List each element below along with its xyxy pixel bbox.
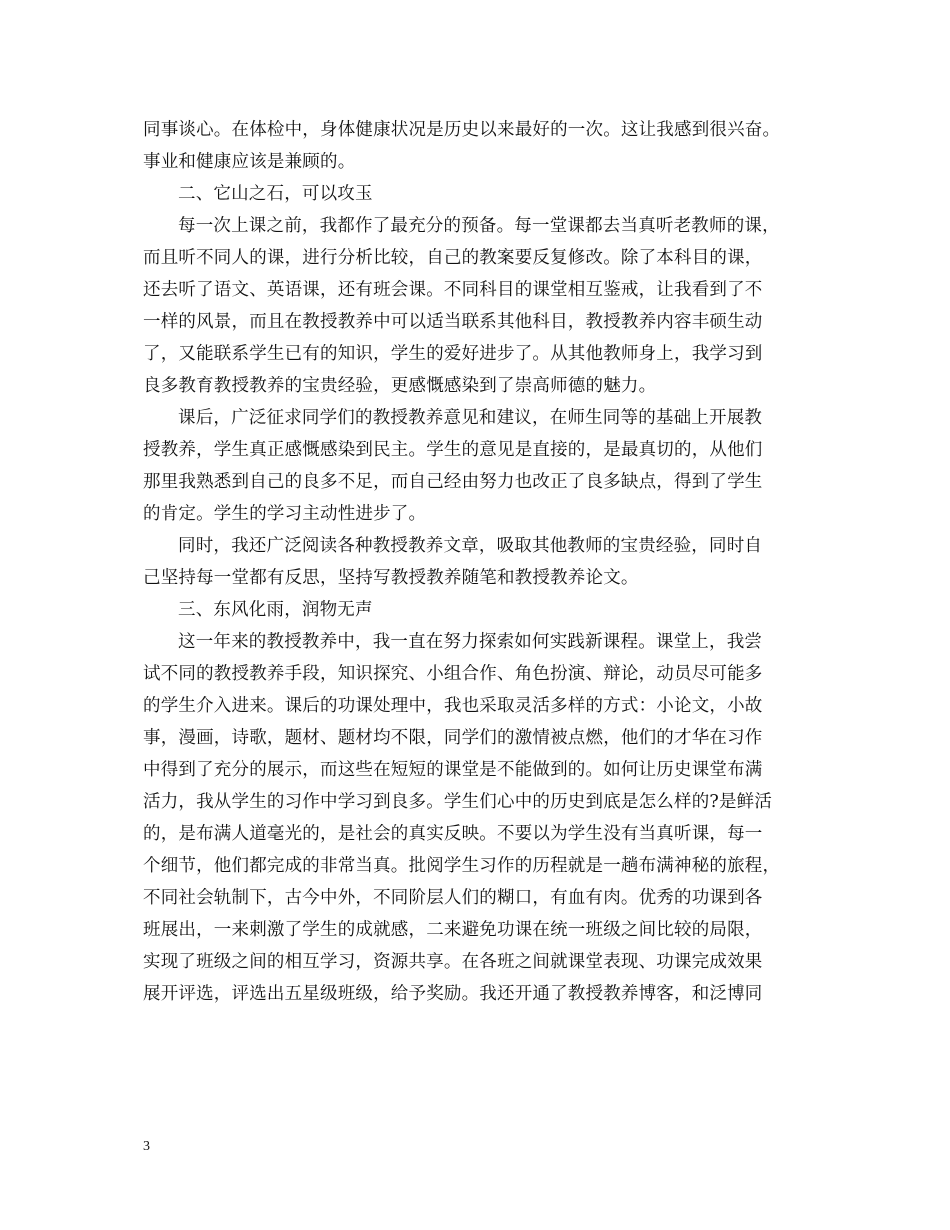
- text-line: 己坚持每一堂都有反思，坚持写教授教养随笔和教授教养论文。: [143, 568, 639, 588]
- section-heading: 二、它山之石，可以攻玉: [178, 184, 373, 204]
- text-line: 展开评选，评选出五星级班级，给予奖励。我还开通了教授教养博客，和泛博同: [143, 984, 763, 1004]
- text-line: 个细节，他们都完成的非常当真。批阅学生习作的历程就是一趟布满神秘的旅程，: [143, 856, 781, 876]
- text-line: 的肯定。学生的学习主动性进步了。: [143, 504, 427, 524]
- text-line: 班展出，一来刺激了学生的成就感，二来避免功课在统一班级之间比较的局限，: [143, 920, 763, 940]
- text-line: 活力，我从学生的习作中学习到良多。学生们心中的历史到底是怎么样的?是鲜活: [143, 792, 773, 812]
- text-line: 中得到了充分的展示，而这些在短短的课堂是不能做到的。如何让历史课堂布满: [143, 760, 763, 780]
- text-line: 不同社会轨制下，古今中外，不同阶层人们的糊口，有血有肉。优秀的功课到各: [143, 888, 763, 908]
- text-line: 还去听了语文、英语课，还有班会课。不同科目的课堂相互鉴戒，让我看到了不: [143, 280, 763, 300]
- text-line: 实现了班级之间的相互学习，资源共享。在各班之间就课堂表现、功课完成效果: [143, 952, 763, 972]
- text-line: 每一次上课之前，我都作了最充分的预备。每一堂课都去当真听老教师的课，: [178, 216, 780, 236]
- text-line: 事业和健康应该是兼顾的。: [143, 152, 356, 172]
- text-line: 同事谈心。在体检中，身体健康状况是历史以来最好的一次。这让我感到很兴奋。: [143, 120, 781, 140]
- page-number: 3: [143, 1139, 150, 1154]
- text-line: 的学生介入进来。课后的功课处理中，我也采取灵活多样的方式：小论文，小故: [143, 696, 763, 716]
- text-line: 同时，我还广泛阅读各种教授教养文章，吸取其他教师的宝贵经验，同时自: [178, 536, 763, 556]
- text-line: 事，漫画，诗歌，题材、题材均不限，同学们的激情被点燃，他们的才华在习作: [143, 728, 763, 748]
- text-line: 试不同的教授教养手段，知识探究、小组合作、角色扮演、辩论，动员尽可能多: [143, 664, 763, 684]
- text-line: 良多教育教授教养的宝贵经验，更感慨感染到了崇高师德的魅力。: [143, 376, 657, 396]
- text-line: 了，又能联系学生已有的知识，学生的爱好进步了。从其他教师身上，我学习到: [143, 344, 763, 364]
- text-line: 那里我熟悉到自己的良多不足，而自己经由努力也改正了良多缺点，得到了学生: [143, 472, 763, 492]
- text-line: 一样的风景，而且在教授教养中可以适当联系其他科目，教授教养内容丰硕生动: [143, 312, 763, 332]
- section-heading: 三、东风化雨，润物无声: [178, 600, 373, 620]
- text-line: 的，是布满人道毫光的，是社会的真实反映。不要以为学生没有当真听课，每一: [143, 824, 763, 844]
- text-line: 课后，广泛征求同学们的教授教养意见和建议，在师生同等的基础上开展教: [178, 408, 763, 428]
- text-line: 这一年来的教授教养中，我一直在努力探索如何实践新课程。课堂上，我尝: [178, 632, 763, 652]
- text-line: 而且听不同人的课，进行分析比较，自己的教案要反复修改。除了本科目的课，: [143, 248, 763, 268]
- text-line: 授教养，学生真正感慨感染到民主。学生的意见是直接的，是最真切的，从他们: [143, 440, 763, 460]
